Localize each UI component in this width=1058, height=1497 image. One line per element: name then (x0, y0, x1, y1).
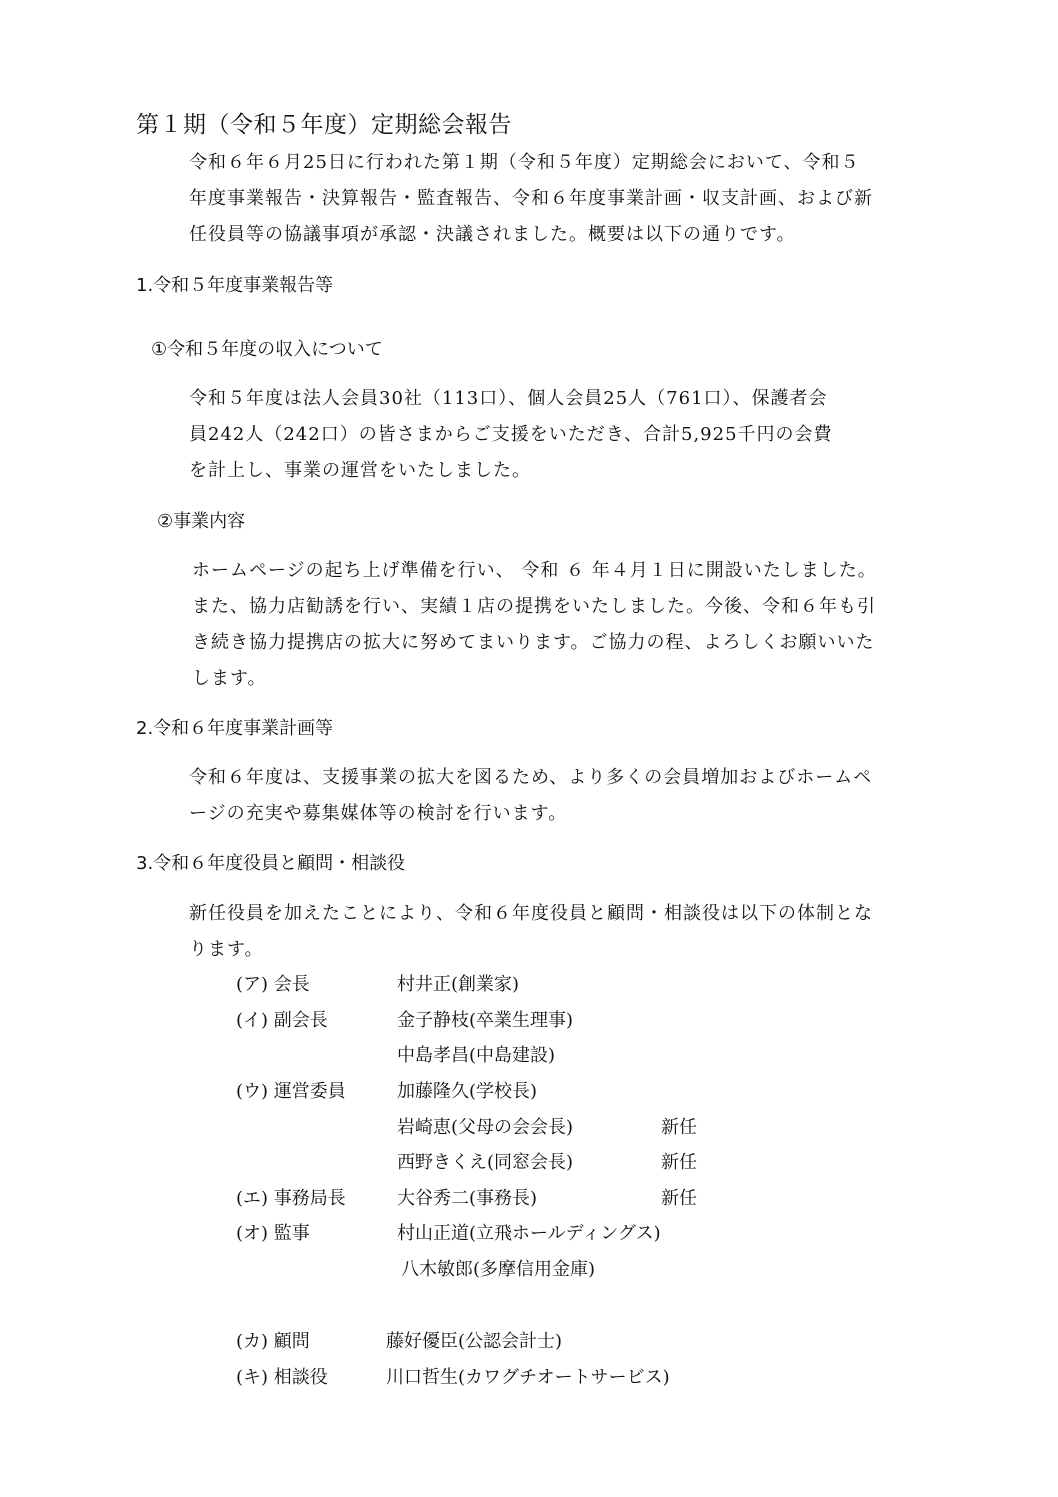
section-heading-2: 2.令和６年度事業計画等 (136, 718, 334, 739)
new-appointee-label: 新任 (661, 1152, 697, 1173)
officer-role: (オ) 監事 (236, 1223, 310, 1244)
advisor-name: 藤好優臣(公認会計士) (386, 1331, 563, 1352)
officers-intro-line: ります。 (189, 939, 264, 960)
section-heading-1: 1.令和５年度事業報告等 (136, 275, 334, 296)
page-title: 第１期（令和５年度）定期総会報告 (136, 112, 512, 138)
plan-line: ージの充実や募集媒体等の検討を行います。 (189, 803, 568, 824)
activities-line: ホームページの起ち上げ準備を行い、 令和 ６ 年４月１日に開設いたしました。 (192, 560, 877, 581)
officer-name: 大谷秀二(事務長) (397, 1188, 538, 1209)
officer-role: (イ) 副会長 (236, 1010, 328, 1031)
officer-role: (エ) 事務局長 (236, 1188, 346, 1209)
subsection-heading-income: ①令和５年度の収入について (151, 339, 383, 360)
subsection-heading-activities: ②事業内容 (157, 511, 246, 532)
plan-line: 令和６年度は、支援事業の拡大を図るため、より多くの会員増加およびホームペ (189, 767, 873, 788)
officers-intro-line: 新任役員を加えたことにより、令和６年度役員と顧問・相談役は以下の体制とな (189, 903, 873, 924)
new-appointee-label: 新任 (661, 1188, 697, 1209)
activities-line: また、協力店勧誘を行い、実績１店の提携をいたしました。今後、令和６年も引 (192, 596, 876, 617)
officer-name: 村山正道(立飛ホールディングス) (397, 1223, 661, 1244)
intro-line: 年度事業報告・決算報告・監査報告、令和６年度事業計画・収支計画、および新 (189, 188, 873, 209)
section-heading-3: 3.令和６年度役員と顧問・相談役 (136, 853, 406, 874)
officer-name: 中島孝昌(中島建設) (397, 1045, 556, 1066)
activities-line: き続き協力提携店の拡大に努めてまいります。ご協力の程、よろしくお願いいた (192, 632, 875, 653)
advisor-name: 川口哲生(カワグチオートサービス) (386, 1367, 670, 1388)
officer-role: (ア) 会長 (236, 974, 310, 995)
activities-line: します。 (192, 668, 267, 689)
income-line: を計上し、事業の運営をいたしました。 (189, 460, 531, 481)
officer-role: (ウ) 運営委員 (236, 1081, 346, 1102)
intro-line: 令和６年６月25日に行われた第１期（令和５年度）定期総会において、令和５ (189, 152, 860, 173)
new-appointee-label: 新任 (661, 1117, 697, 1138)
intro-line: 任役員等の協議事項が承認・決議されました。概要は以下の通りです。 (189, 224, 796, 245)
income-line: 令和５年度は法人会員30社（113口）、個人会員25人（761口）、保護者会 (189, 388, 828, 409)
officer-name: 加藤隆久(学校長) (397, 1081, 538, 1102)
officer-name: 金子静枝(卒業生理事) (397, 1010, 574, 1031)
income-line: 員242人（242口）の皆さまからご支援をいただき、合計5,925千円の会費 (189, 424, 833, 445)
advisor-role: (キ) 相談役 (236, 1367, 328, 1388)
officer-name: 西野きくえ(同窓会長) (397, 1152, 574, 1173)
officer-name: 村井正(創業家) (397, 974, 520, 995)
officer-name: 八木敏郎(多摩信用金庫) (401, 1259, 596, 1280)
advisor-role: (カ) 顧問 (236, 1331, 310, 1352)
officer-name: 岩崎恵(父母の会会長) (397, 1117, 574, 1138)
